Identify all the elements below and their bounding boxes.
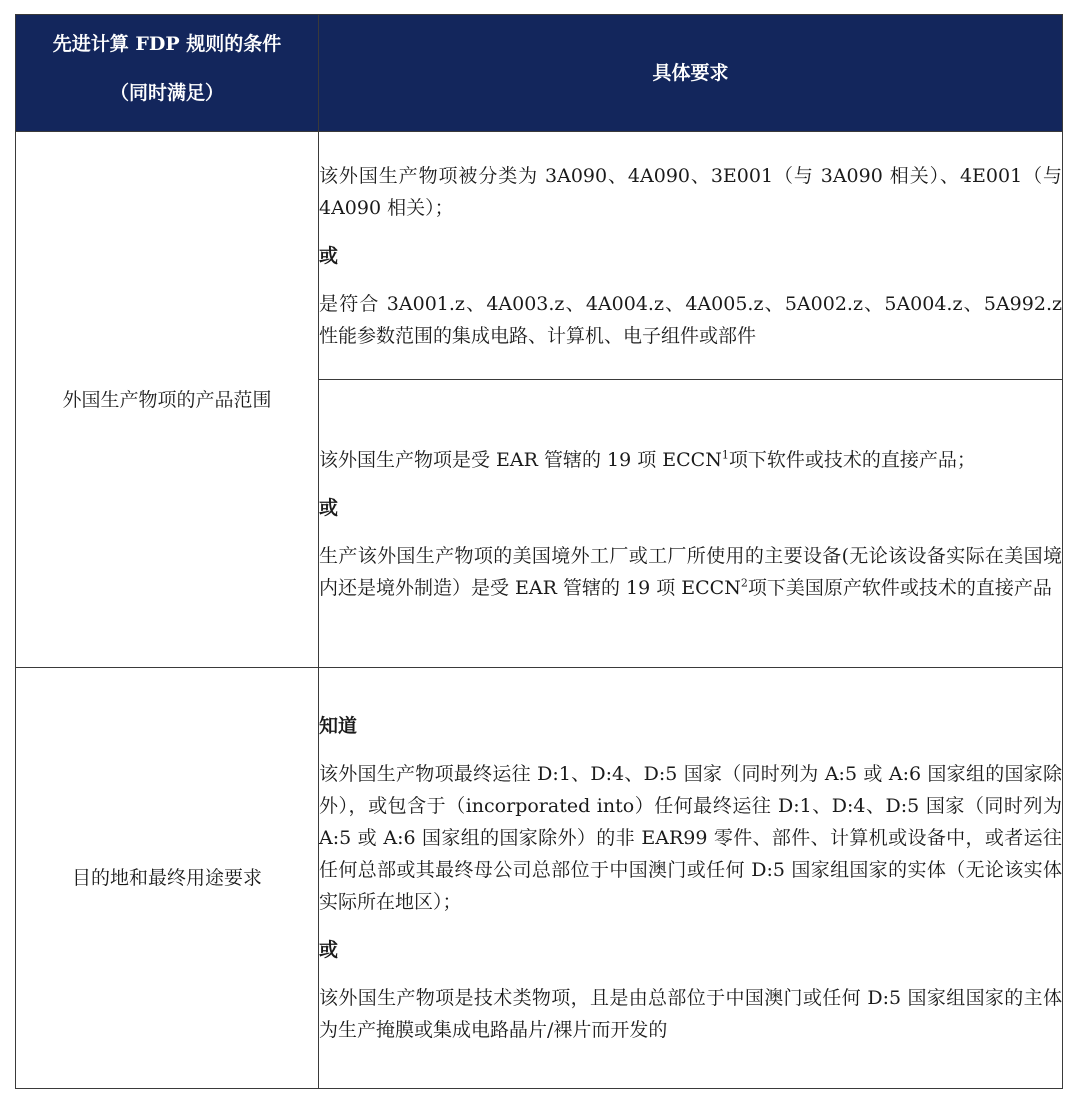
- product-scope-parameter-text: 是符合 3A001.z、4A003.z、4A004.z、4A005.z、5A002.z、5A004.z、5A992.z 性能参数范围的集成电路、计算机、电子组件或部件: [319, 292, 1062, 347]
- equipment-text-b: 项下美国原产软件或技术的直接产品: [747, 576, 1052, 599]
- header-row: [16, 15, 1063, 132]
- product-scope-row-1: [16, 132, 1063, 380]
- product-scope-label: 外国生产物项的产品范围: [16, 132, 319, 668]
- header-conditions-title: 先进计算 FDP 规则的条件: [52, 33, 282, 55]
- or-label: 或: [319, 496, 339, 519]
- product-scope-block-2: [319, 380, 1063, 668]
- destination-technology-text: 该外国生产物项是技术类物项，且是由总部位于中国澳门或任何 D:5 国家组国家的主体为生产掩膜或集成电路晶片/裸片而开发的: [319, 987, 1062, 1041]
- header-requirements: 具体要求: [319, 15, 1063, 132]
- or-label: 或: [319, 244, 339, 267]
- header-conditions-subtitle: （同时满足）: [109, 82, 224, 104]
- product-scope-equipment-text: [319, 540, 1062, 604]
- footnote-1-marker: 1: [721, 448, 729, 462]
- product-scope-block-1: [319, 132, 1063, 380]
- header-conditions: [16, 15, 319, 132]
- destination-block: [319, 668, 1063, 1089]
- destination-label: 目的地和最终用途要求: [16, 668, 319, 1089]
- equipment-text-a: 生产该外国生产物项的美国境外工厂或工厂所使用的主要设备(无论该设备实际在美国境内还是境外制造）是受 EAR 管辖的 19 项 ECCN: [319, 544, 1062, 599]
- direct-product-text-b: 项下软件或技术的直接产品；: [728, 448, 976, 471]
- product-scope-classification-text: 该外国生产物项被分类为 3A090、4A090、3E001（与 3A090 相关）、4E001（与 4A090 相关）；: [319, 164, 1062, 219]
- fdp-conditions-table: [15, 14, 1063, 1089]
- destination-row: [16, 668, 1063, 1089]
- or-label: 或: [319, 939, 339, 961]
- direct-product-text-a: 该外国生产物项是受 EAR 管辖的 19 项 ECCN: [319, 448, 722, 471]
- destination-shipment-text: 该外国生产物项最终运往 D:1、D:4、D:5 国家（同时列为 A:5 或 A:6 国家组的国家除外），或包含于（incorporated into）任何最终运往 D:1、D:4、D:5 国家（同时列为 A:5 或 A:6 国家组的国家除外）的非 EAR99 零件、部件、计算机或设备中，或者运往任何总部或其最终母公司总部位于中国澳门或任何 D:5 国家组国家的实体（无论该实体实际所在地区）；: [319, 763, 1062, 913]
- product-scope-direct-product-text: [319, 444, 1062, 476]
- know-label: 知道: [319, 715, 358, 737]
- footnote-2-marker: 2: [740, 576, 748, 590]
